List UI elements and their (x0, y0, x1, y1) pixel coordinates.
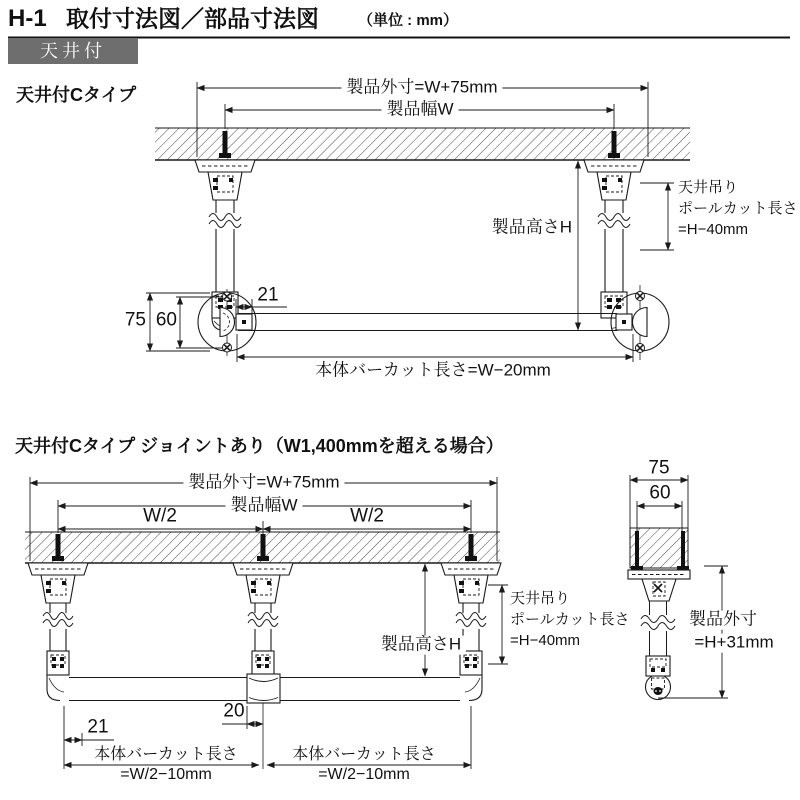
d1-product-height-label: 製品高さH (491, 217, 572, 237)
sv-bracket-width-label: 75 (648, 457, 670, 479)
side-view-drawing (628, 528, 690, 700)
diagram2-drawing (25, 532, 501, 703)
d2-end-offset-label: 21 (87, 716, 109, 738)
d1-end-offset-label: 21 (257, 284, 279, 306)
d1-pole-cut-label: 天井吊り ポールカット長さ =H−40mm (678, 179, 798, 238)
page-title: 取付寸法図／部品寸法図 (66, 5, 319, 32)
d1-screw-pitch-label: 60 (155, 309, 177, 331)
d1-outer-width-label: 製品外寸=W+75mm (341, 79, 502, 98)
d2-product-height-label: 製品高さH (376, 636, 466, 655)
d2-bar-cut-left-label-2: =W/2−10mm (120, 766, 212, 784)
d1-bar-cut-label: 本体バーカット長さ=W−20mm (315, 360, 551, 380)
d2-outer-width-label: 製品外寸=W+75mm (183, 474, 344, 493)
d2-pole-cut-label: 天井吊り ポールカット長さ =H−40mm (510, 590, 630, 649)
section-badge: 天井付 (8, 38, 138, 64)
d2-product-width-label: 製品幅W (225, 497, 302, 516)
d2-bar-cut-right-label-2: =W/2−10mm (318, 766, 410, 784)
diagram1-drawing (155, 128, 690, 360)
d1-product-width-label: 製品幅W (381, 101, 458, 120)
d2-bar-cut-left-label-1: 本体バーカット長さ (94, 746, 238, 764)
d2-half-width-right-label: W/2 (350, 505, 384, 527)
diagram1-title: 天井付Cタイプ (16, 85, 137, 106)
d2-bar-cut-right-label-1: 本体バーカット長さ (292, 746, 436, 764)
sv-outer-height-label-1: 製品外寸 (684, 611, 762, 630)
sv-outer-height-label-2: =H+31mm (689, 634, 778, 653)
d2-joint-offset-label: 20 (223, 700, 245, 722)
d1-flange-diameter-label: 75 (124, 309, 146, 331)
d2-half-width-left-label: W/2 (143, 505, 177, 527)
diagram2-title: 天井付Cタイプ ジョイントあり（W1,400mmを超える場合） (15, 436, 504, 457)
sv-screw-pitch-label: 60 (649, 482, 671, 504)
unit-note: （単位 : mm） (358, 11, 459, 29)
doc-code: H-1 (8, 4, 47, 32)
